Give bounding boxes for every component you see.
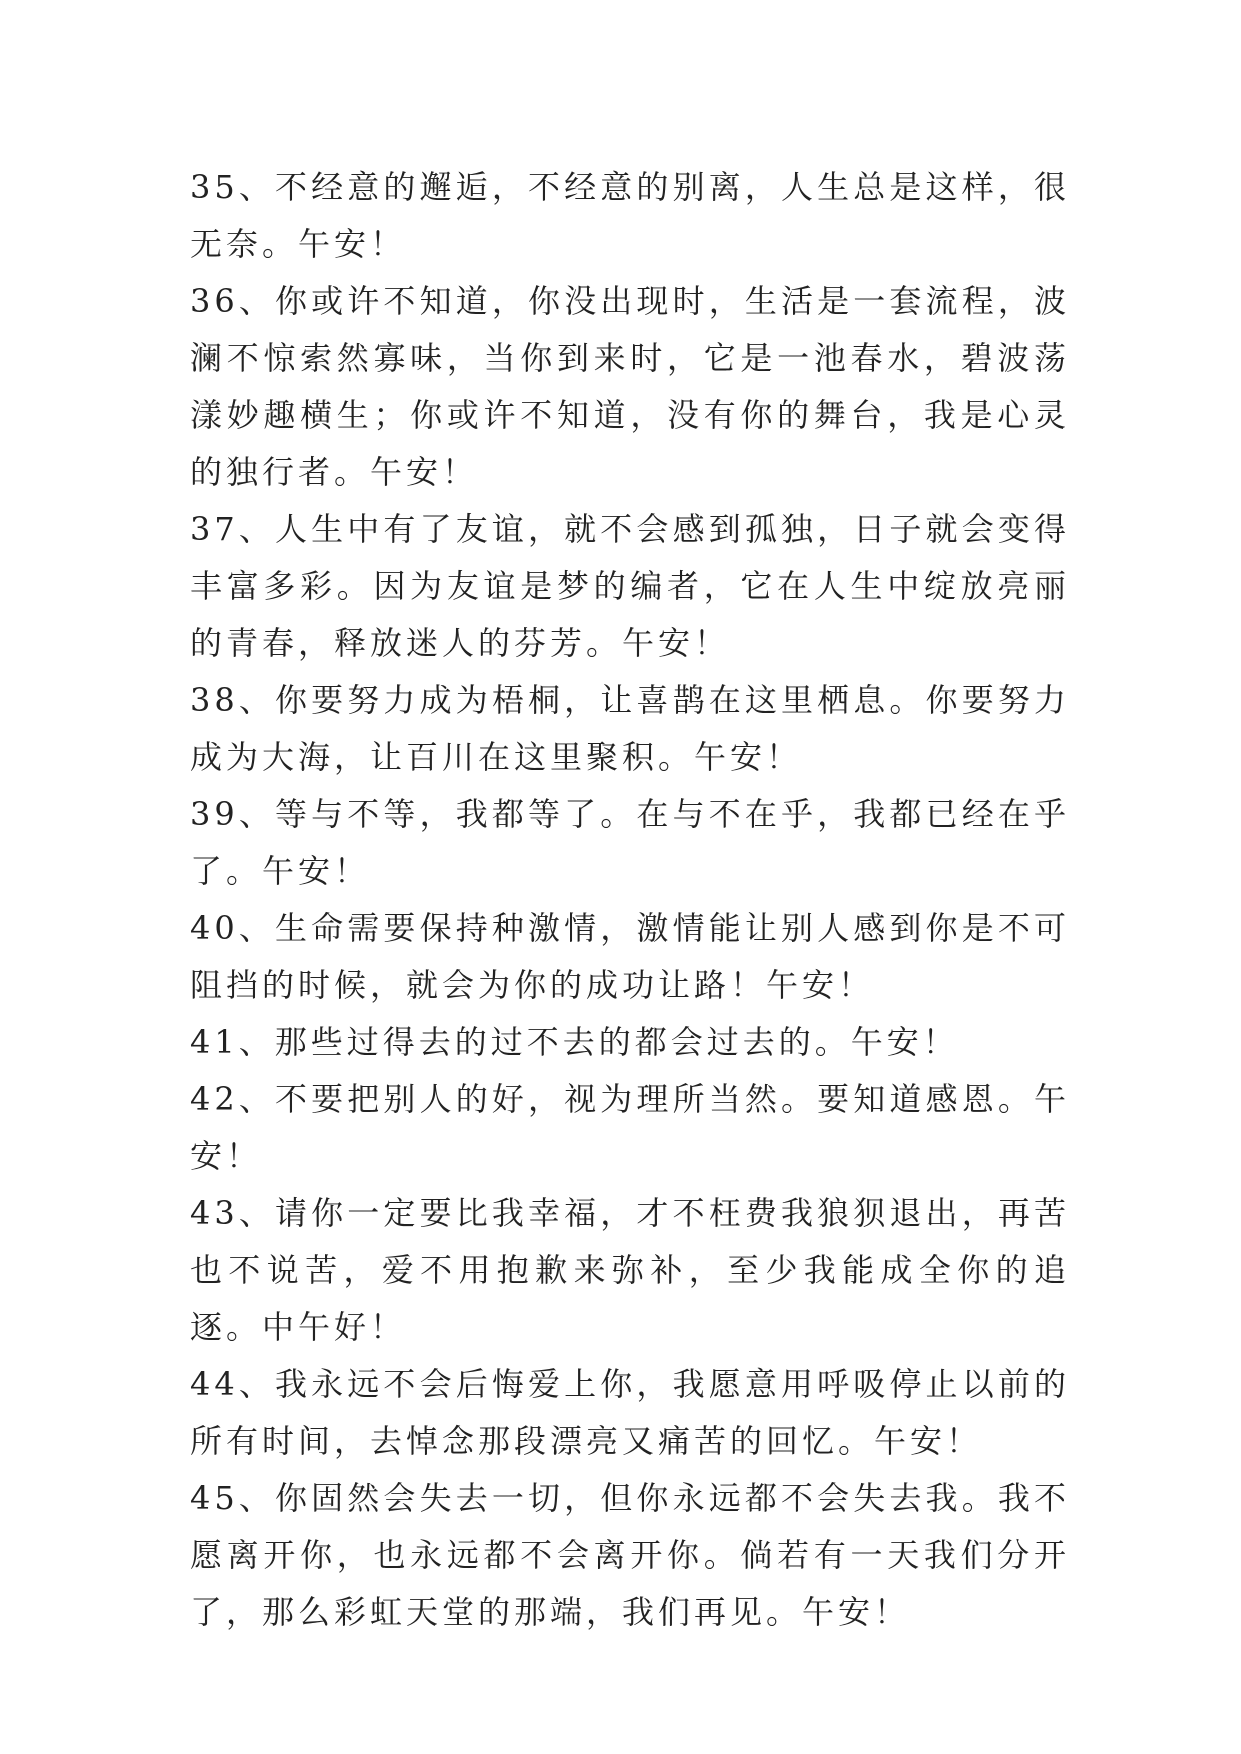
- paragraph-37: 37、人生中有了友谊，就不会感到孤独，日子就会变得丰富多彩。因为友谊是梦的编者，它在人生中绽放亮丽的青春，释放迷人的芬芳。午安！: [190, 510, 1070, 662]
- paragraph-44: 44、我永远不会后悔爱上你，我愿意用呼吸停止以前的所有时间，去悼念那段漂亮又痛苦的回忆。午安！: [190, 1365, 1070, 1460]
- paragraph-42: 42、不要把别人的好，视为理所当然。要知道感恩。午安！: [190, 1080, 1070, 1175]
- paragraph-41: 41、那些过得去的过不去的都会过去的。午安！: [190, 1023, 959, 1061]
- paragraph-35: 35、不经意的邂逅，不经意的别离，人生总是这样，很无奈。午安！: [190, 168, 1070, 263]
- paragraph-40: 40、生命需要保持种激情，激情能让别人感到你是不可阻挡的时候，就会为你的成功让路！午安！: [190, 909, 1070, 1004]
- paragraph-45: 45、你固然会失去一切，但你永远都不会失去我。我不愿离开你，也永远都不会离开你。倘若有一天我们分开了，那么彩虹天堂的那端，我们再见。午安！: [190, 1479, 1070, 1631]
- paragraph-38: 38、你要努力成为梧桐，让喜鹊在这里栖息。你要努力成为大海，让百川在这里聚积。午安！: [190, 681, 1070, 776]
- paragraph-43: 43、请你一定要比我幸福，才不枉费我狼狈退出，再苦也不说苦，爱不用抱歉来弥补，至少我能成全你的追逐。中午好！: [190, 1194, 1070, 1346]
- paragraph-39: 39、等与不等，我都等了。在与不在乎，我都已经在乎了。午安！: [190, 795, 1070, 890]
- document-body: [190, 159, 1070, 1641]
- paragraph-36: 36、你或许不知道，你没出现时，生活是一套流程，波澜不惊索然寡味，当你到来时，它是一池春水，碧波荡漾妙趣横生；你或许不知道，没有你的舞台，我是心灵的独行者。午安！: [190, 282, 1070, 491]
